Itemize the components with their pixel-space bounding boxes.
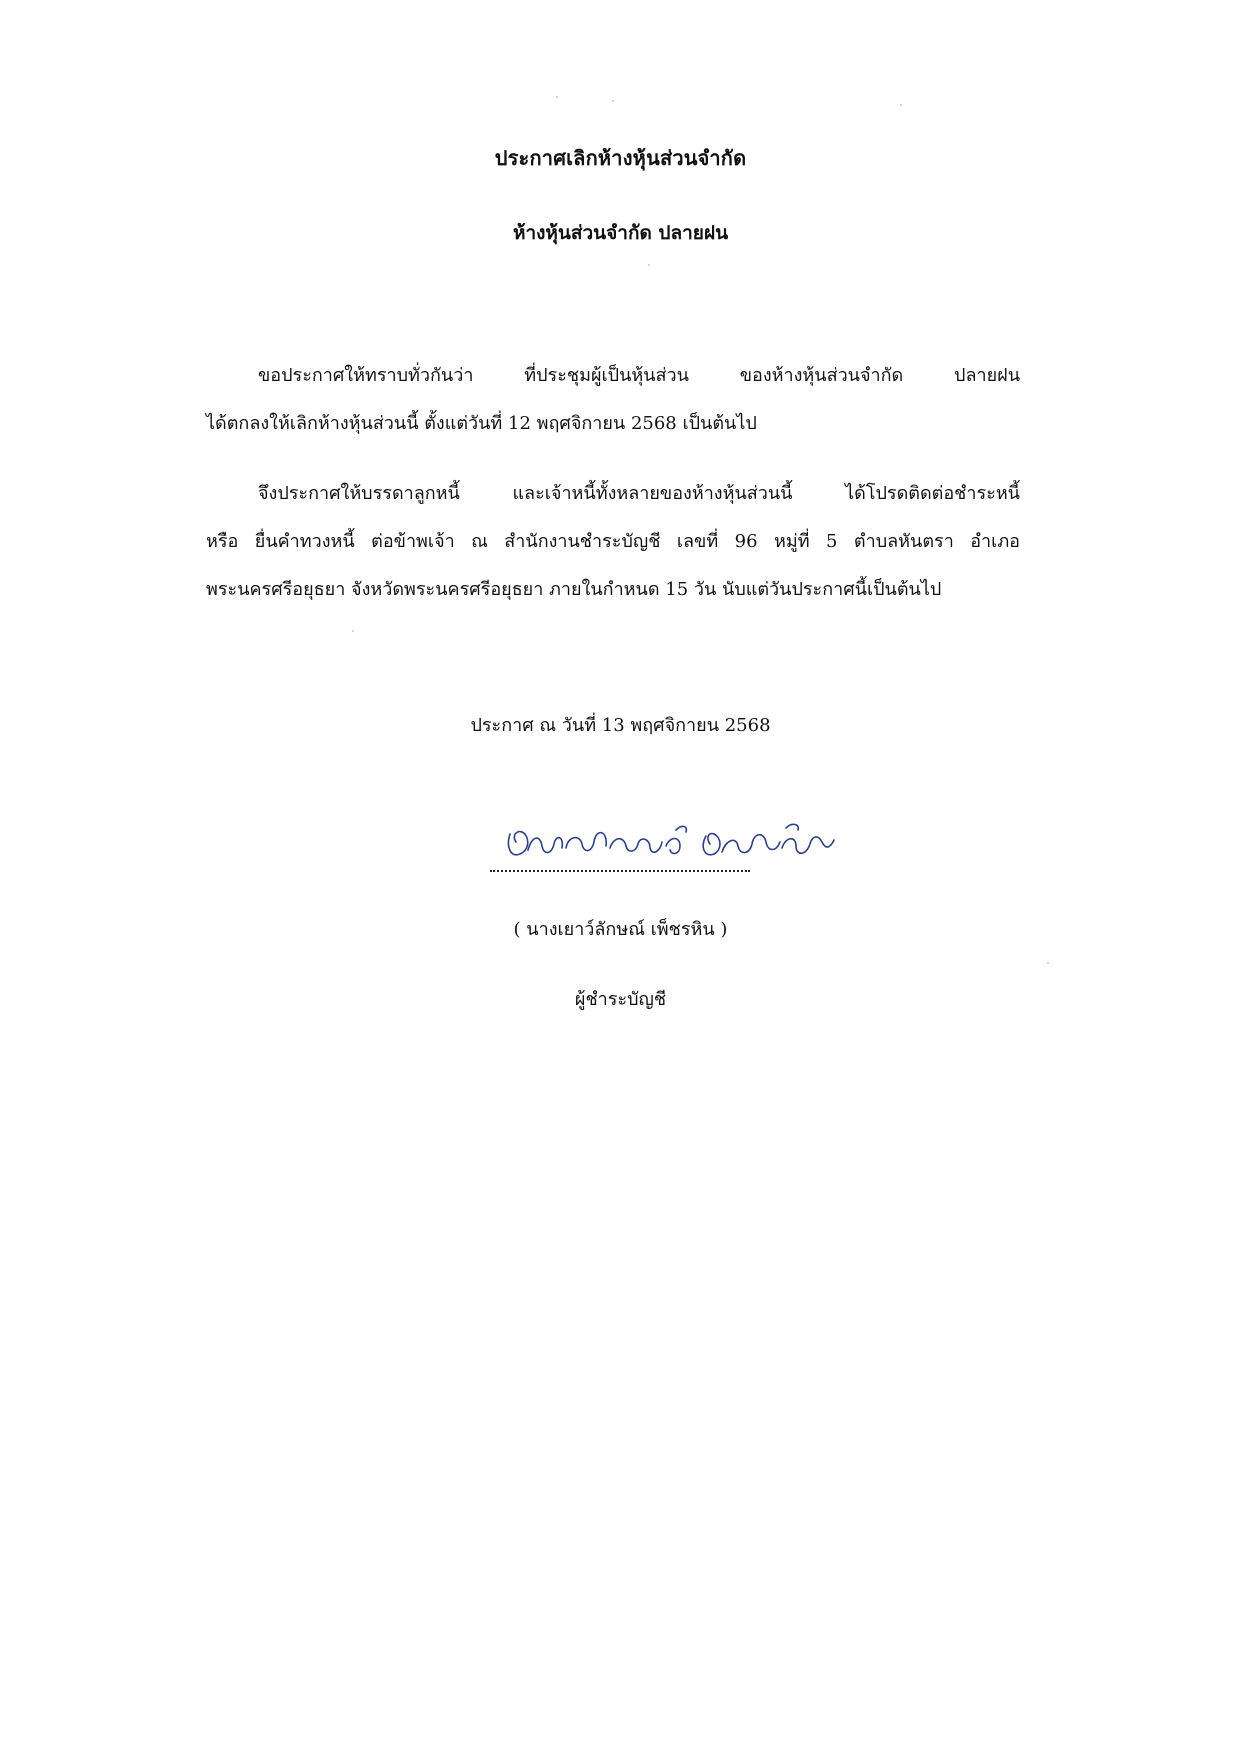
- signer-name: ( นางเยาว์ลักษณ์ เพ็ชรหิน ): [513, 919, 728, 940]
- scan-speck: [352, 630, 354, 632]
- signature-image: [500, 806, 840, 866]
- paragraph-line: ขอประกาศให้ทราบทั่วกันว่า ที่ประชุมผู้เป็นหุ้นส่วน ของห้างหุ้นส่วนจำกัด ปลายฝน: [258, 365, 1020, 386]
- scan-speck: [612, 100, 614, 102]
- paragraph-dissolution: [206, 352, 1020, 448]
- signer-role: ผู้ชำระบัญชี: [574, 989, 667, 1010]
- paragraph-line: จึงประกาศให้บรรดาลูกหนี้ และเจ้าหนี้ทั้งหลายของห้างหุ้นส่วนนี้ ได้โปรดติดต่อชำระหนี้: [258, 483, 1020, 504]
- paragraph-line: ได้ตกลงให้เลิกห้างหุ้นส่วนนี้ ตั้งแต่วันที่ 12 พฤศจิกายน 2568 เป็นต้นไป: [206, 413, 757, 434]
- announcement-date: ประกาศ ณ วันที่ 13 พฤศจิกายน 2568: [470, 715, 771, 736]
- paragraph-line: หรือ ยื่นคำทวงหนี้ ต่อข้าพเจ้า ณ สำนักงานชำระบัญชี เลขที่ 96 หมู่ที่ 5 ตำบลหันตรา อำเภอ: [206, 531, 1020, 552]
- scan-speck: [900, 104, 902, 106]
- scan-speck: [1047, 962, 1049, 964]
- document-subtitle: ห้างหุ้นส่วนจำกัด ปลายฝน: [512, 222, 729, 244]
- scan-speck: [556, 96, 558, 98]
- signature-line: [490, 870, 750, 872]
- paragraph-line: พระนครศรีอยุธยา จังหวัดพระนครศรีอยุธยา ภายในกำหนด 15 วัน นับแต่วันประกาศนี้เป็นต้นไป: [206, 579, 942, 600]
- document-title: ประกาศเลิกห้างหุ้นส่วนจำกัด: [494, 146, 747, 170]
- scan-speck: [648, 264, 650, 266]
- paragraph-creditors: [206, 470, 1020, 614]
